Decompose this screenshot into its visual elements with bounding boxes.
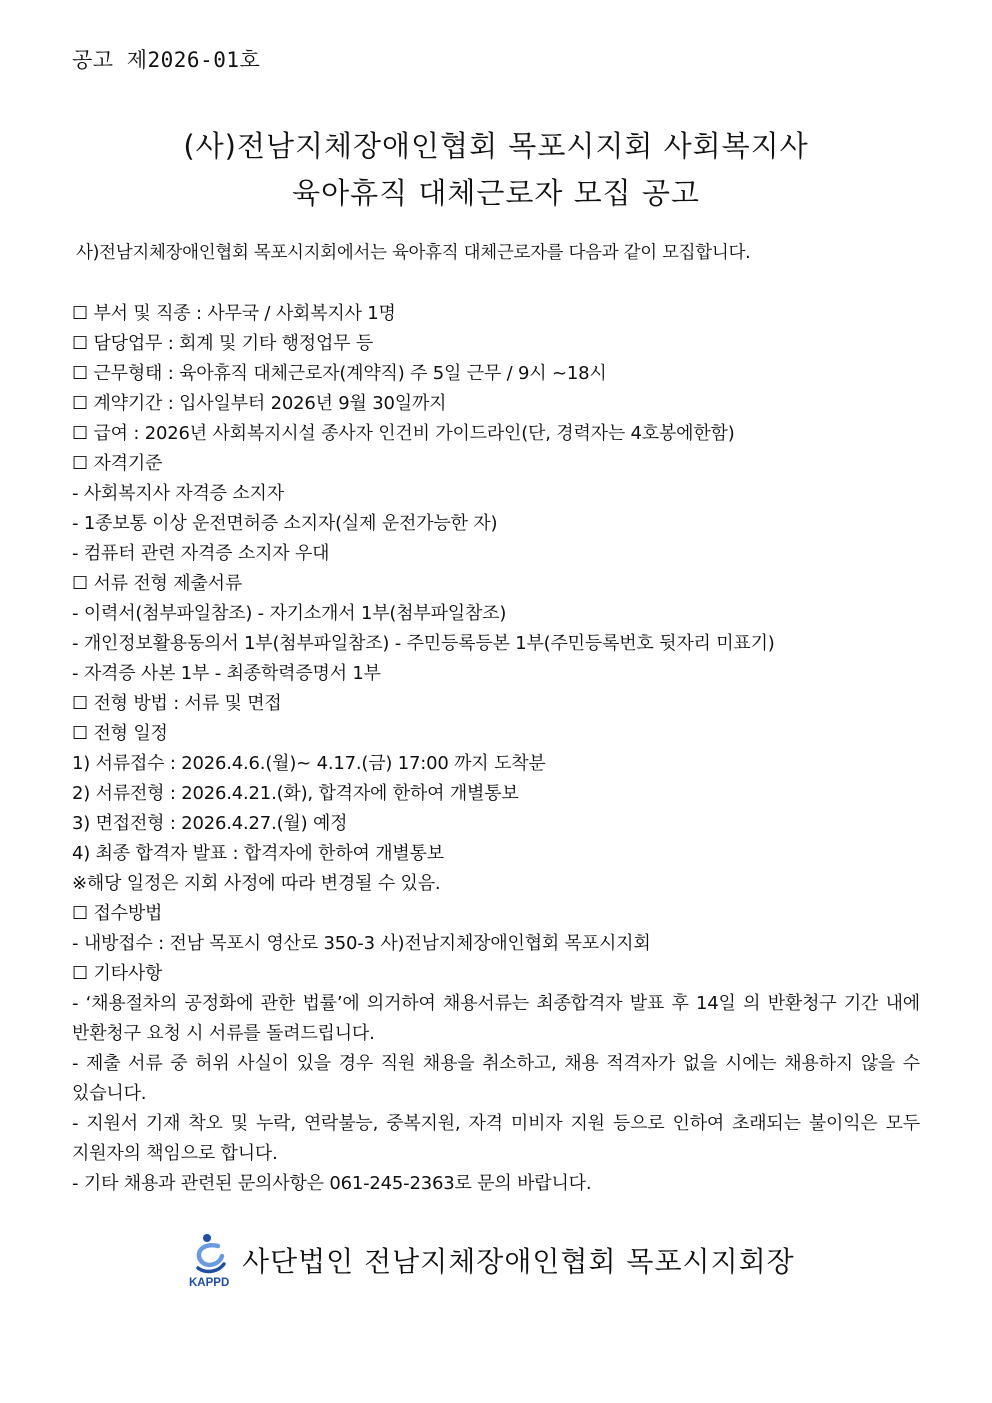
body-line: - 컴퓨터 관련 자격증 소지자 우대 [72, 543, 330, 564]
body-line: ☐ 부서 및 직종 : 사무국 / 사회복지사 1명 [72, 303, 396, 324]
body-line: ☐ 근무형태 : 육아휴직 대체근로자(계약직) 주 5일 근무 / 9시 ~18시 [72, 363, 607, 384]
body-line: ※해당 일정은 지회 사정에 따라 변경될 수 있음. [72, 873, 441, 894]
body-line: - 개인정보활용동의서 1부(첨부파일참조) - 주민등록등본 1부(주민등록번호 뒷자리 미표기) [72, 633, 775, 654]
body-line: ☐ 자격기준 [72, 453, 163, 474]
body-line: ☐ 서류 전형 제출서류 [72, 573, 243, 594]
body-paragraph: - ‘채용절차의 공정화에 관한 법률’에 의거하여 채용서류는 최종합격자 발표 후 14일 의 반환청구 기간 내에 반환청구 요청 시 서류를 돌려드립니다. [72, 993, 920, 1044]
body-line: - 자격증 사본 1부 - 최종학력증명서 1부 [72, 663, 381, 684]
notice-body [72, 299, 920, 1199]
intro-text: 사)전남지체장애인협회 목포시지회에서는 육아휴직 대체근로자를 다음과 같이 모집합니다. [76, 243, 751, 263]
body-paragraph: - 지원서 기재 착오 및 누락, 연락불능, 중복지원, 자격 미비자 지원 등으로 인하여 초래되는 불이익은 모두 지원자의 책임으로 합니다. [72, 1113, 920, 1164]
body-line: ☐ 전형 방법 : 서류 및 면접 [72, 693, 282, 714]
body-line: ☐ 담당업무 : 회계 및 기타 행정업무 등 [72, 333, 374, 354]
signature [188, 1232, 795, 1288]
notice-number: 공고 제2026-01호 [72, 48, 261, 72]
title-line-1: (사)전남지체장애인협회 목포시지회 사회복지사 [183, 129, 809, 163]
body-line: - 사회복지사 자격증 소지자 [72, 483, 284, 504]
body-line: 3) 면접전형 : 2026.4.27.(월) 예정 [72, 813, 348, 834]
logo-head-icon [203, 1234, 211, 1242]
logo-swirl-icon [199, 1245, 222, 1265]
logo-text: KAPPD [189, 1277, 230, 1288]
body-line: ☐ 급여 : 2026년 사회복지시설 종사자 인건비 가이드라인(단, 경력자는 4호봉에한함) [72, 423, 735, 444]
body-line: 2) 서류전형 : 2026.4.21.(화), 합격자에 한하여 개별통보 [72, 783, 519, 804]
body-line: 1) 서류접수 : 2026.4.6.(월)~ 4.17.(금) 17:00 까지 도착분 [72, 753, 546, 774]
body-line: ☐ 전형 일정 [72, 723, 168, 744]
body-line: - 내방접수 : 전남 목포시 영산로 350-3 사)전남지체장애인협회 목포시지회 [72, 933, 651, 954]
body-line: 4) 최종 합격자 발표 : 합격자에 한하여 개별통보 [72, 843, 444, 864]
body-line: ☐ 기타사항 [72, 963, 163, 984]
body-paragraph: - 기타 채용과 관련된 문의사항은 061-245-2363로 문의 바랍니다. [72, 1173, 592, 1194]
body-paragraph: - 제출 서류 중 허위 사실이 있을 경우 직원 채용을 취소하고, 채용 적격자가 없을 시에는 채용하지 않을 수 있습니다. [72, 1053, 920, 1104]
body-line: ☐ 접수방법 [72, 903, 163, 924]
body-line: - 1종보통 이상 운전면허증 소지자(실제 운전가능한 자) [72, 513, 498, 534]
title-line-2: 육아휴직 대체근로자 모집 공고 [292, 176, 700, 210]
body-line: - 이력서(첨부파일참조) - 자기소개서 1부(첨부파일참조) [72, 603, 507, 624]
organization-signature: 사단법인 전남지체장애인협회 목포시지회장 [242, 1245, 795, 1278]
body-line: ☐ 계약기간 : 입사일부터 2026년 9월 30일까지 [72, 393, 447, 414]
kappd-logo [188, 1232, 240, 1288]
